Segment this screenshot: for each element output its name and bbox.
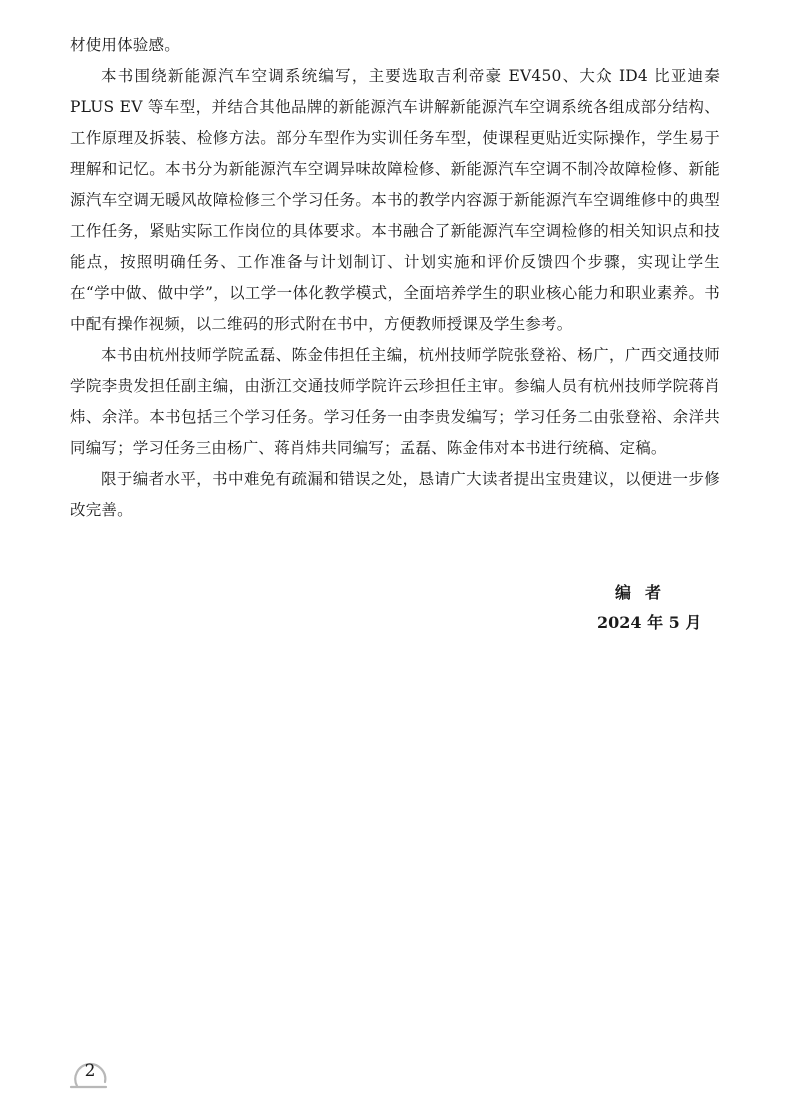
paragraph-closing: 限于编者水平，书中难免有疏漏和错误之处，恳请广大读者提出宝贵建议，以便进一步修改完善。 xyxy=(70,470,720,519)
paragraph-authors: 本书由杭州技师学院孟磊、陈金伟担任主编，杭州技师学院张登裕、杨广，广西交通技师学院李贵发担任副主编，由浙江交通技师学院许云珍担任主审。参编人员有杭州技师学院蒋肖炜、余洋。本书包括三个学习任务。学习任务一由李贵发编写；学习任务二由张登裕、余洋共同编写；学习任务三由杨广、蒋肖炜共同编写；孟磊、陈金伟对本书进行统稿、定稿。 xyxy=(70,346,720,457)
paragraph-scope: 本书围绕新能源汽车空调系统编写，主要选取吉利帝豪 EV450、大众 ID4 比亚迪秦 PLUS EV 等车型，并结合其他品牌的新能源汽车讲解新能源汽车空调系统各组成部分结构、工作原理及拆装、检修方法。部分车型作为实训任务车型，使课程更贴近实际操作，学生易于理解和记忆。本书分为新能源汽车空调异味故障检修、新能源汽车空调不制冷故障检修、新能源汽车空调无暖风故障检修三个学习任务。本书的教学内容源于新能源汽车空调维修中的典型工作任务，紧贴实际工作岗位的具体要求。本书融合了新能源汽车空调检修的相关知识点和技能点，按照明确任务、工作准备与计划制订、计划实施和评价反馈四个步骤，实现让学生在“学中做、做中学”，以工学一体化教学模式，全面培养学生的职业核心能力和职业素养。书中配有操作视频，以二维码的形式附在书中，方便教师授课及学生参考。 xyxy=(70,67,720,333)
page-number-badge xyxy=(68,1056,112,1092)
page-number: 2 xyxy=(84,1061,96,1081)
signature-author: 编者 xyxy=(615,583,676,602)
preface-body xyxy=(70,30,720,526)
signature-date: 2024 年 5 月 xyxy=(597,613,702,632)
paragraph-continuation: 材使用体验感。 xyxy=(70,36,180,54)
signature-block xyxy=(585,578,705,638)
